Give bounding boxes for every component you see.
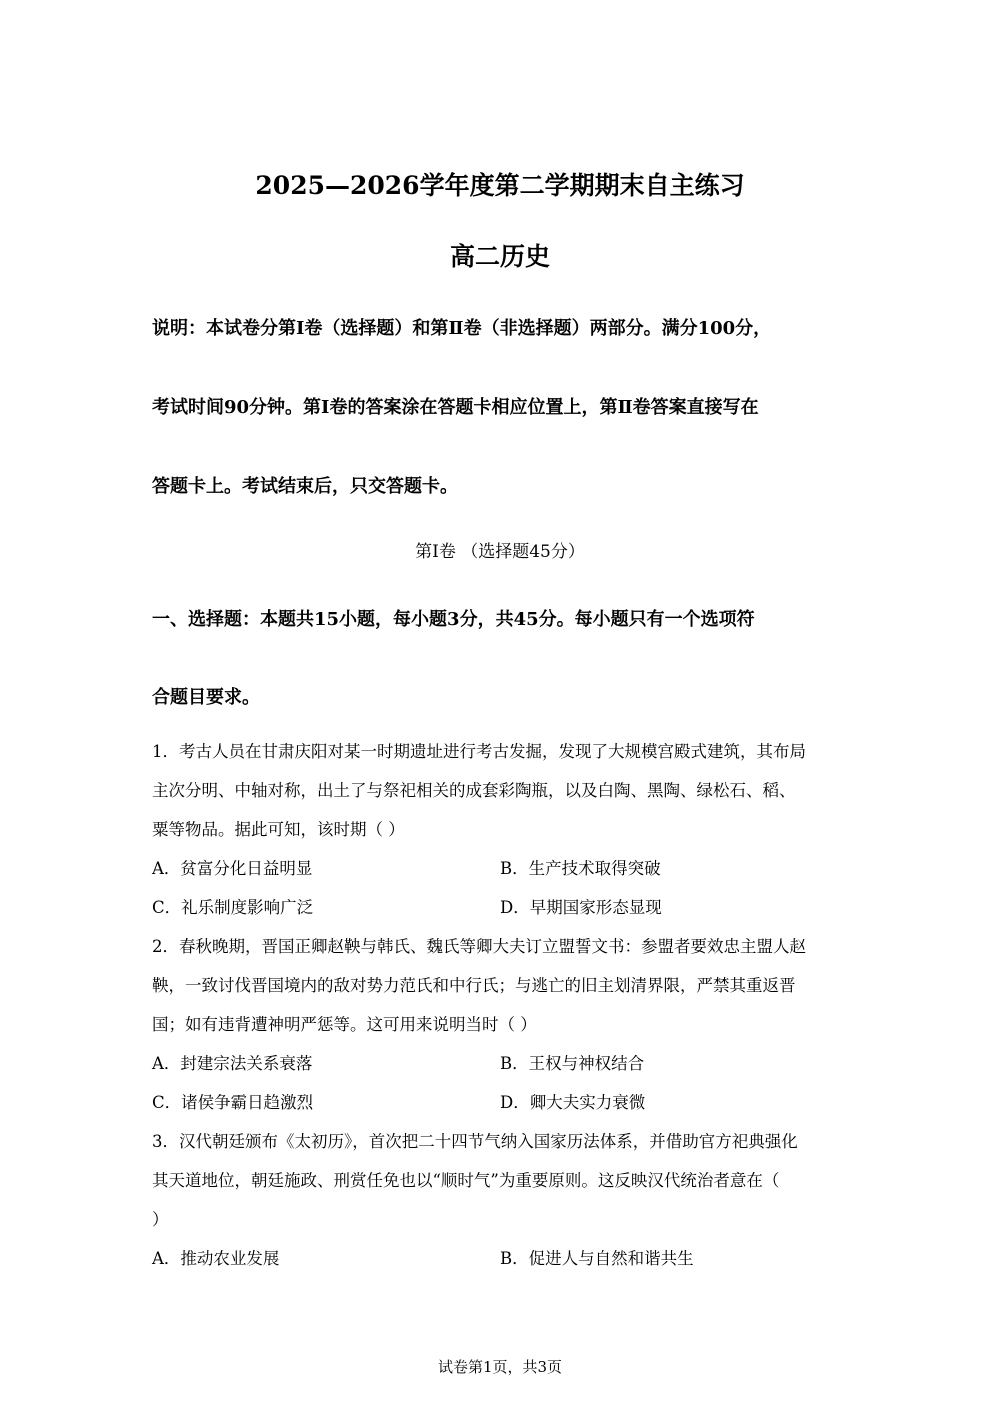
question-2-option-c: C．诸侯争霸日趋激烈 — [152, 1093, 314, 1112]
page-footer: 试卷第1页，共3页 — [437, 1358, 563, 1376]
question-3-option-b: B．促进人与自然和谐共生 — [500, 1249, 694, 1268]
question-1-option-d: D．早期国家形态显现 — [500, 898, 662, 917]
section-title: 第Ⅰ卷 （选择题45分） — [415, 542, 585, 562]
question-2-text: 2．春秋晚期，晋国正卿赵鞅与韩氏、魏氏等卿大夫订立盟誓文书：参盟者要效忠主盟人赵 — [152, 937, 806, 956]
subject-title: 高二历史 — [449, 242, 550, 271]
question-3-option-a: A．推动农业发展 — [152, 1249, 280, 1268]
question-1-text: 1．考古人员在甘肃庆阳对某一时期遗址进行考古发掘，发现了大规模宫殿式建筑，其布局 — [152, 742, 806, 761]
question-1-option-b: B．生产技术取得突破 — [500, 859, 661, 878]
question-3-text: 其天道地位，朝廷施政、刑赏任免也以“顺时气”为重要原则。这反映汉代统治者意在（ — [152, 1171, 780, 1190]
exam-title: 2025—2026学年度第二学期期末自主练习 — [255, 171, 745, 200]
part-heading: 一、选择题：本题共15小题，每小题3分，共45分。每小题只有一个选项符 — [152, 609, 755, 630]
question-1-text: 主次分明、中轴对称，出土了与祭祀相关的成套彩陶瓶，以及白陶、黑陶、绿松石、稻、 — [152, 781, 796, 800]
part-heading: 合题目要求。 — [152, 687, 260, 708]
question-1-text: 粟等物品。据此可知，该时期（ ） — [152, 820, 405, 839]
instructions-line: 答题卡上。考试结束后，只交答题卡。 — [152, 476, 458, 497]
question-2-option-d: D．卿大夫实力衰微 — [500, 1093, 646, 1112]
instructions-line: 说明：本试卷分第Ⅰ卷（选择题）和第Ⅱ卷（非选择题）两部分。满分100分， — [152, 318, 772, 339]
question-3-text: ） — [152, 1210, 169, 1229]
question-2-option-b: B．王权与神权结合 — [500, 1054, 645, 1073]
question-2-option-a: A．封建宗法关系衰落 — [152, 1054, 313, 1073]
question-3-text: 3．汉代朝廷颁布《太初历》，首次把二十四节气纳入国家历法体系，并借助官方祀典强化 — [152, 1132, 798, 1151]
question-1-option-c: C．礼乐制度影响广泛 — [152, 898, 314, 917]
instructions-line: 考试时间90分钟。第Ⅰ卷的答案涂在答题卡相应位置上，第Ⅱ卷答案直接写在 — [152, 397, 759, 418]
question-1-option-a: A．贫富分化日益明显 — [152, 859, 313, 878]
question-2-text: 国；如有违背遭神明严惩等。这可用来说明当时（ ） — [152, 1015, 537, 1034]
question-2-text: 鞅，一致讨伐晋国境内的敌对势力范氏和中行氏；与逃亡的旧主划清界限，严禁其重返晋 — [152, 976, 796, 995]
